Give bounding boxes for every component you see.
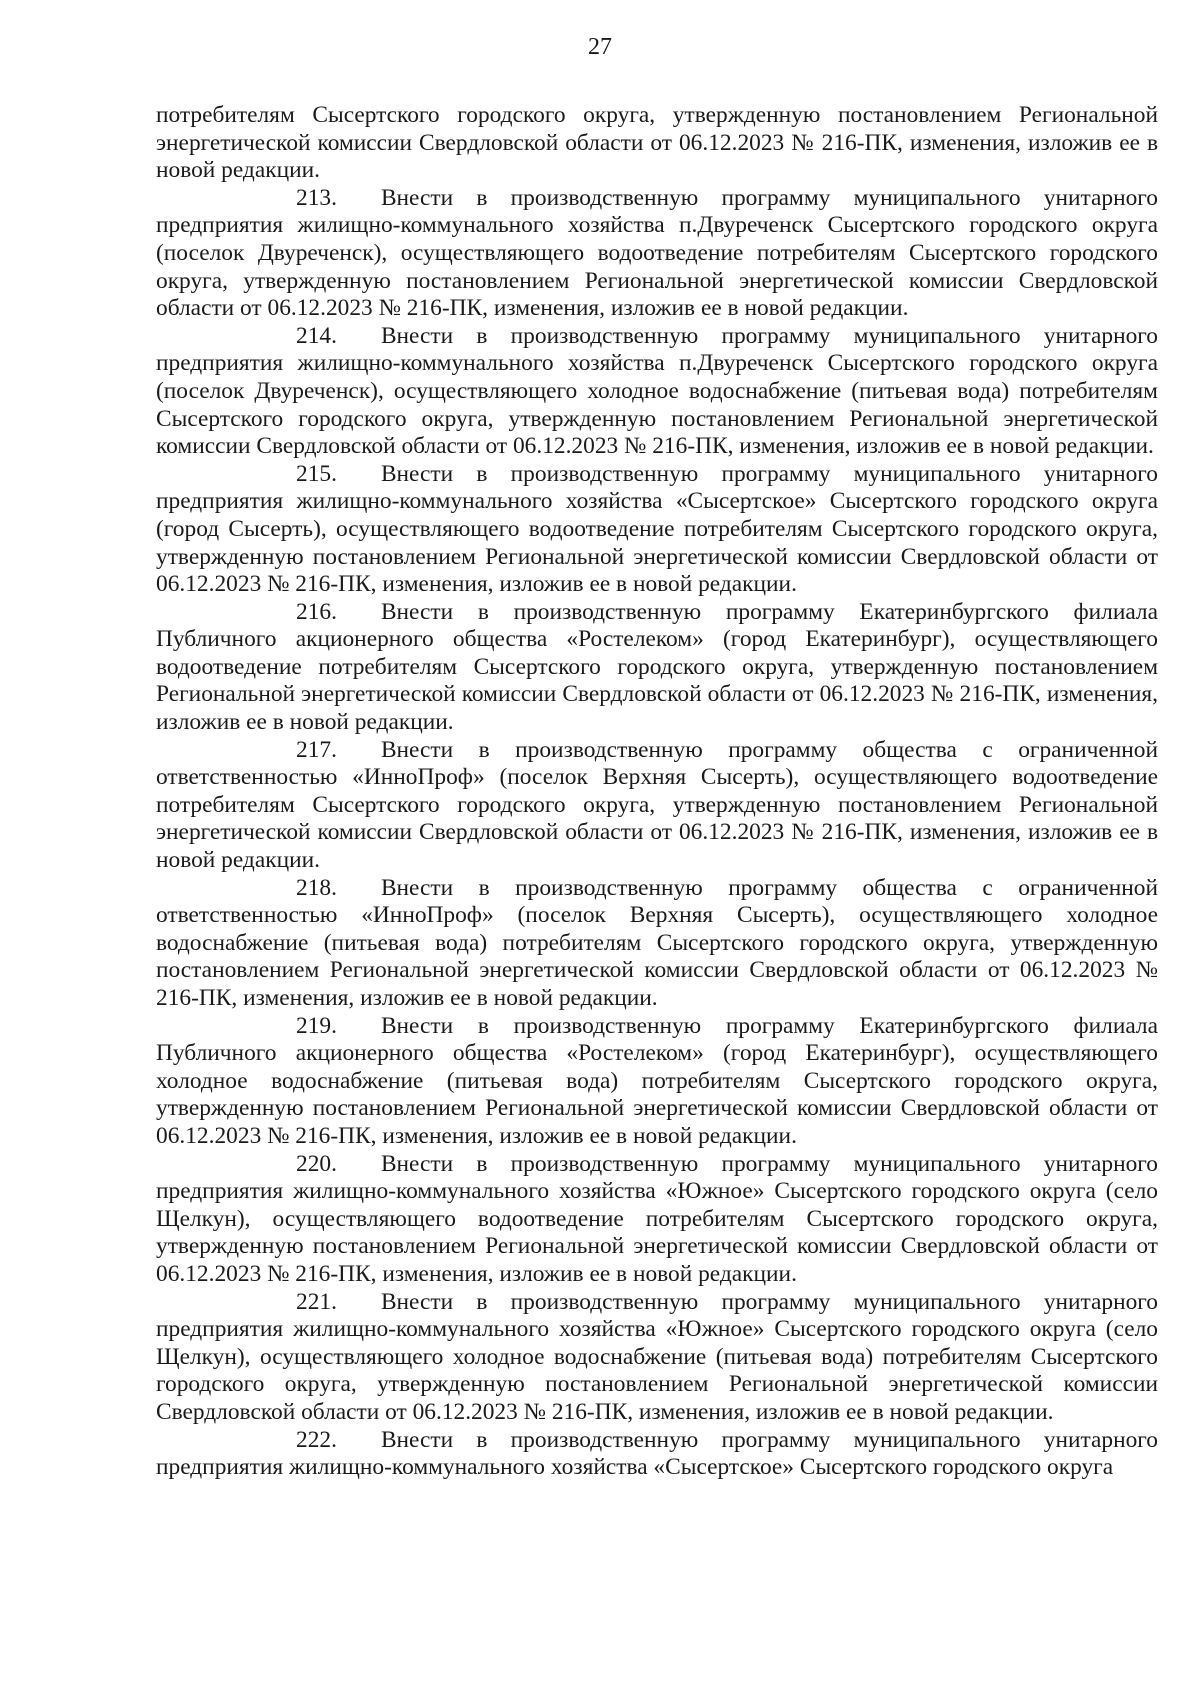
paragraph-text: Внести в производственную программу Екатеринбургского филиала Публичного акционерного общества «Ростелеком» (город Екатеринбург), осуществляющего водоотведение потребителям Сысертского городского округа, утвержденную постановлением Региональной энергетической комиссии Свердловской области от 06.12.2023 № 216-ПК, изменения, изложив ее в новой редакции. <box>156 598 1158 736</box>
list-item-221 <box>156 1289 1158 1427</box>
paragraph-text: Внести в производственную программу общества с ограниченной ответственностью «ИнноПроф» (поселок Верхняя Сысерть), осуществляющего холодное водоснабжение (питьевая вода) потребителям Сысертского городского округа, утвержденную постановлением Региональной энергетической комиссии Свердловской области от 06.12.2023 № 216-ПК, изменения, изложив ее в новой редакции. <box>156 874 1158 1011</box>
item-number: 221. <box>296 1288 337 1315</box>
list-item-218 <box>156 875 1158 1013</box>
paragraph-text: Внести в производственную программу муниципального унитарного предприятия жилищно-коммунального хозяйства «Сысертское» Сысертского городского округа (город Сысерть), осуществляющего водоотведение потребителям Сысертского городского округа, утвержденную постановлением Региональной энергетической комиссии Свердловской области от 06.12.2023 № 216-ПК, изменения, изложив ее в новой редакции. <box>156 460 1158 598</box>
paragraph-text: Внести в производственную программу общества с ограниченной ответственностью «ИнноПроф» (поселок Верхняя Сысерть), осуществляющего водоотведение потребителям Сысертского городского округа, утвержденную постановлением Региональной энергетической комиссии Свердловской области от 06.12.2023 № 216-ПК, изменения, изложив ее в новой редакции. <box>156 736 1158 874</box>
paragraph-text: потребителям Сысертского городского округа, утвержденную постановлением Региональной энергетической комиссии Свердловской области от 06.12.2023 № 216-ПК, изменения, изложив ее в новой редакции. <box>156 102 1158 184</box>
list-item-219 <box>156 1013 1158 1151</box>
paragraph-text: Внести в производственную программу муниципального унитарного предприятия жилищно-коммунального хозяйства п.Двуреченск Сысертского городского округа (поселок Двуреченск), осуществляющего водоотведение потребителям Сысертского городского округа, утвержденную постановлением Региональной энергетической комиссии Свердловской области от 06.12.2023 № 216-ПК, изменения, изложив ее в новой редакции. <box>156 184 1158 322</box>
item-number: 218. <box>296 874 337 901</box>
item-number: 213. <box>296 184 337 211</box>
list-item-217 <box>156 737 1158 875</box>
paragraph-text: Внести в производственную программу муниципального унитарного предприятия жилищно-коммунального хозяйства «Сысертское» Сысертского городского округа <box>156 1426 1158 1481</box>
item-number: 220. <box>296 1150 337 1177</box>
item-number: 216. <box>296 598 337 625</box>
item-number: 215. <box>296 460 337 487</box>
document-body <box>156 102 1158 1482</box>
paragraph-text: Внести в производственную программу муниципального унитарного предприятия жилищно-коммунального хозяйства «Южное» Сысертского городского округа (село Щелкун), осуществляющего водоотведение потребителям Сысертского городского округа, утвержденную постановлением Региональной энергетической комиссии Свердловской области от 06.12.2023 № 216-ПК, изменения, изложив ее в новой редакции. <box>156 1150 1158 1287</box>
item-number: 222. <box>296 1426 337 1453</box>
paragraph-text: Внести в производственную программу муниципального унитарного предприятия жилищно-коммунального хозяйства «Южное» Сысертского городского округа (село Щелкун), осуществляющего холодное водоснабжение (питьевая вода) потребителям Сысертского городского округа, утвержденную постановлением Региональной энергетической комиссии Свердловской области от 06.12.2023 № 216-ПК, изменения, изложив ее в новой редакции. <box>156 1288 1158 1425</box>
list-item-216 <box>156 599 1158 737</box>
list-item-222 <box>156 1427 1158 1482</box>
paragraph-text: Внести в производственную программу Екатеринбургского филиала Публичного акционерного общества «Ростелеком» (город Екатеринбург), осуществляющего холодное водоснабжение (питьевая вода) потребителям Сысертского городского округа, утвержденную постановлением Региональной энергетической комиссии Свердловской области от 06.12.2023 № 216-ПК, изменения, изложив ее в новой редакции. <box>156 1012 1158 1149</box>
page-number: 27 <box>588 34 612 60</box>
item-number: 217. <box>296 736 337 763</box>
list-item-214 <box>156 323 1158 461</box>
list-item-213 <box>156 185 1158 323</box>
item-number: 219. <box>296 1012 337 1039</box>
item-number: 214. <box>296 322 337 349</box>
list-item-220 <box>156 1151 1158 1289</box>
paragraph-text: Внести в производственную программу муниципального унитарного предприятия жилищно-коммунального хозяйства п.Двуреченск Сысертского городского округа (поселок Двуреченск), осуществляющего холодное водоснабжение (питьевая вода) потребителям Сысертского городского округа, утвержденную постановлением Региональной энергетической комиссии Свердловской области от 06.12.2023 № 216-ПК, изменения, изложив ее в новой редакции. <box>156 322 1158 460</box>
list-item-215 <box>156 461 1158 599</box>
paragraph-continuation <box>156 102 1158 185</box>
